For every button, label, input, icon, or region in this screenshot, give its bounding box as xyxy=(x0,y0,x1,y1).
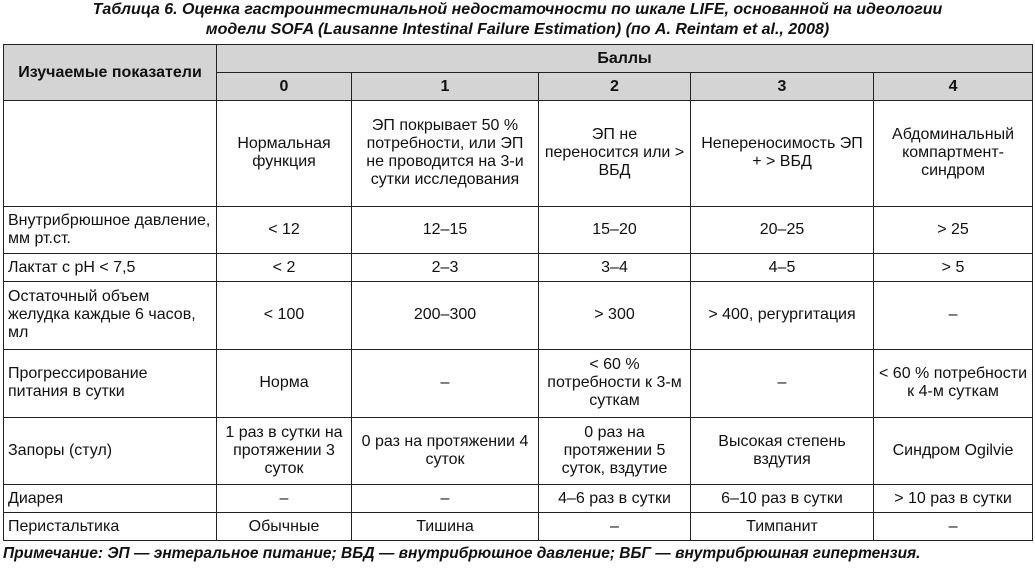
header-scores-group: Баллы xyxy=(217,45,1033,73)
table-cell: 0 раз на протяжении 4 суток xyxy=(352,417,539,485)
caption-line-1: Таблица 6. Оценка гастроинтестинальной недостаточности по шкале LIFE, основанной на идеологии xyxy=(92,1,943,18)
table-row xyxy=(4,101,1033,207)
table-row xyxy=(4,513,1033,541)
table-cell: – xyxy=(217,485,352,513)
table-cell: < 12 xyxy=(217,206,352,253)
table-cell: 4–6 раз в сутки xyxy=(539,485,691,513)
life-score-table xyxy=(3,44,1033,541)
header-score-0: 0 xyxy=(217,73,352,101)
table-cell: 1 раз в сутки на протяжении 3 суток xyxy=(217,417,352,485)
table-cell: > 5 xyxy=(874,254,1033,282)
table-cell: – xyxy=(352,485,539,513)
table-cell: 200–300 xyxy=(352,281,539,349)
table-cell: 6–10 раз в сутки xyxy=(691,485,874,513)
table-row xyxy=(4,485,1033,513)
table-cell: Высокая степень вздутия xyxy=(691,417,874,485)
table-row xyxy=(4,349,1033,417)
table-cell: > 25 xyxy=(874,206,1033,253)
table-cell: Синдром Ogilvie xyxy=(874,417,1033,485)
table-cell: 15–20 xyxy=(539,206,691,253)
table-row xyxy=(4,206,1033,253)
table-cell: Норма xyxy=(217,349,352,417)
table-cell: – xyxy=(352,349,539,417)
row-parameter: Остаточный объем желудка каждые 6 часов, мл xyxy=(4,281,217,349)
table-cell: 0 раз на протяжении 5 суток, вздутие xyxy=(539,417,691,485)
table-row xyxy=(4,417,1033,485)
table-cell: ЭП не переносится или > ВБД xyxy=(539,101,691,207)
table-cell: 3–4 xyxy=(539,254,691,282)
table-row xyxy=(4,254,1033,282)
row-parameter xyxy=(4,101,217,207)
table-footnote: Примечание: ЭП — энтеральное питание; ВБД — внутрибрюшное давление; ВБГ — внутрибрюшная гипертензия. xyxy=(3,545,921,562)
table-cell: 4–5 xyxy=(691,254,874,282)
row-parameter: Перистальтика xyxy=(4,513,217,541)
table-cell: < 60 % потребности к 4-м суткам xyxy=(874,349,1033,417)
table-cell: Абдоминальный компартмент-синдром xyxy=(874,101,1033,207)
table-cell: – xyxy=(691,349,874,417)
row-parameter: Лактат с рН < 7,5 xyxy=(4,254,217,282)
row-parameter: Диарея xyxy=(4,485,217,513)
table-row xyxy=(4,281,1033,349)
header-parameters: Изучаемые показатели xyxy=(4,45,217,101)
header-score-2: 2 xyxy=(539,73,691,101)
row-parameter: Запоры (стул) xyxy=(4,417,217,485)
table-cell: > 300 xyxy=(539,281,691,349)
table-cell: – xyxy=(874,281,1033,349)
table-cell: Непереносимость ЭП + > ВБД xyxy=(691,101,874,207)
table-cell: 20–25 xyxy=(691,206,874,253)
table-cell: ЭП покрывает 50 % потребности, или ЭП не проводится на 3-и сутки исследования xyxy=(352,101,539,207)
table-cell: – xyxy=(539,513,691,541)
table-cell: 12–15 xyxy=(352,206,539,253)
table-cell: – xyxy=(874,513,1033,541)
table-cell: < 100 xyxy=(217,281,352,349)
table-caption xyxy=(0,0,1035,40)
header-score-1: 1 xyxy=(352,73,539,101)
table-cell: Тимпанит xyxy=(691,513,874,541)
table-cell: > 400, регургитация xyxy=(691,281,874,349)
table-cell: Обычные xyxy=(217,513,352,541)
table-cell: < 2 xyxy=(217,254,352,282)
table-cell: > 10 раз в сутки xyxy=(874,485,1033,513)
table-cell: Тишина xyxy=(352,513,539,541)
header-score-4: 4 xyxy=(874,73,1033,101)
table-cell: Нормальная функция xyxy=(217,101,352,207)
table-cell: 2–3 xyxy=(352,254,539,282)
row-parameter: Внутрибрюшное давление, мм рт.ст. xyxy=(4,206,217,253)
caption-line-2: модели SOFA (Lausanne Intestinal Failure Estimation) (по A. Reintam et al., 2008) xyxy=(205,21,830,38)
row-parameter: Прогрессирование питания в сутки xyxy=(4,349,217,417)
header-score-3: 3 xyxy=(691,73,874,101)
table-cell: < 60 % потребности к 3-м суткам xyxy=(539,349,691,417)
